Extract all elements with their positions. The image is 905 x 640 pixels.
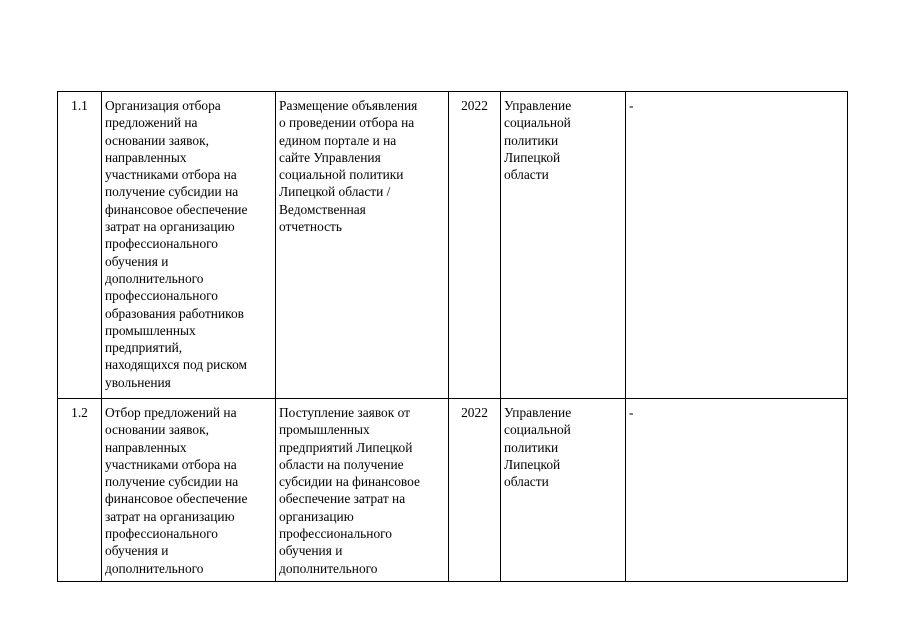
implementation-year: 2022 bbox=[449, 399, 501, 582]
responsible-executor: Управление социальной политики Липецкой области bbox=[501, 399, 626, 582]
responsible-executor: Управление социальной политики Липецкой области bbox=[501, 92, 626, 399]
note-cell: - bbox=[626, 92, 848, 399]
table-row bbox=[58, 92, 848, 399]
note-cell: - bbox=[626, 399, 848, 582]
expected-result: Поступление заявок от промышленных предприятий Липецкой области на получение субсидии на финансовое обеспечение затрат на организацию профессионального обучения и дополнительного bbox=[276, 399, 449, 582]
event-description: Отбор предложений на основании заявок, направленных участниками отбора на получение субсидии на финансовое обеспечение затрат на организацию профессионального обучения и дополнительного bbox=[102, 399, 276, 582]
expected-result: Размещение объявления о проведении отбора на едином портале и на сайте Управления социальной политики Липецкой области / Ведомственная отчетность bbox=[276, 92, 449, 399]
table-row bbox=[58, 399, 848, 582]
event-description: Организация отбора предложений на основании заявок, направленных участниками отбора на получение субсидии на финансовое обеспечение затрат на организацию профессионального обучения и дополнительного профессионального образования работников промышленных предприятий, находящихся под риском увольнения bbox=[102, 92, 276, 399]
implementation-year: 2022 bbox=[449, 92, 501, 399]
item-number: 1.2 bbox=[58, 399, 102, 582]
measures-table bbox=[57, 91, 848, 582]
item-number: 1.1 bbox=[58, 92, 102, 399]
